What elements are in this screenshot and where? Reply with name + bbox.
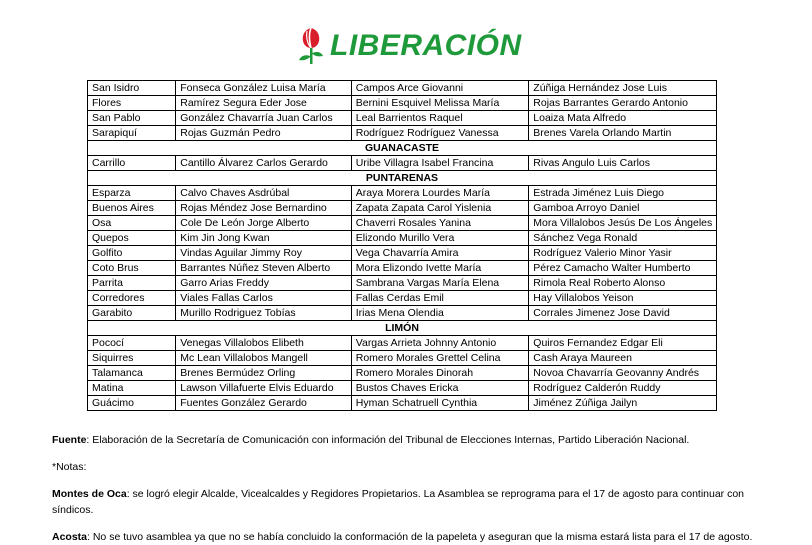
canton-cell: Golfito (88, 246, 176, 261)
alcalde-cell: Viales Fallas Carlos (176, 291, 352, 306)
vicealcalde-1-cell: Zapata Zapata Carol Yislenia (351, 201, 529, 216)
section-header-row (88, 141, 717, 156)
canton-cell: Sarapiquí (88, 126, 176, 141)
alcalde-cell: Garro Arias Freddy (176, 276, 352, 291)
section-title: GUANACASTE (88, 141, 717, 156)
vicealcalde-2-cell: Rodríguez Calderón Ruddy (529, 381, 717, 396)
canton-cell: Parrita (88, 276, 176, 291)
table-row (88, 96, 717, 111)
vicealcalde-2-cell: Zúñiga Hernández Jose Luis (529, 81, 717, 96)
vicealcalde-1-cell: Uribe Villagra Isabel Francina (351, 156, 529, 171)
alcalde-cell: Calvo Chaves Asdrúbal (176, 186, 352, 201)
alcalde-cell: Murillo Rodriguez Tobías (176, 306, 352, 321)
canton-cell: Coto Brus (88, 261, 176, 276)
table-row (88, 306, 717, 321)
alcalde-cell: Kim Jin Jong Kwan (176, 231, 352, 246)
table-row (88, 231, 717, 246)
notes-heading: *Notas: (52, 461, 87, 473)
vicealcalde-2-cell: Sánchez Vega Ronald (529, 231, 717, 246)
alcalde-cell: Rojas Guzmán Pedro (176, 126, 352, 141)
canton-cell: Garabito (88, 306, 176, 321)
table-row (88, 81, 717, 96)
canton-cell: Flores (88, 96, 176, 111)
acosta-note (52, 529, 772, 545)
canton-cell: Corredores (88, 291, 176, 306)
canton-cell: Esparza (88, 186, 176, 201)
vicealcalde-1-cell: Sambrana Vargas María Elena (351, 276, 529, 291)
table-row (88, 351, 717, 366)
table-row (88, 396, 717, 411)
vicealcalde-2-cell: Rodríguez Valerio Minor Yasir (529, 246, 717, 261)
alcalde-cell: Rojas Méndez Jose Bernardino (176, 201, 352, 216)
vicealcalde-1-cell: Romero Morales Dinorah (351, 366, 529, 381)
acosta-text: : No se tuvo asamblea ya que no se había concluido la conformación de la papeleta y aseguran que la misma estará lista para el 17 de agosto. (87, 531, 753, 543)
canton-cell: Quepos (88, 231, 176, 246)
vicealcalde-1-cell: Mora Elizondo Ivette María (351, 261, 529, 276)
table-row (88, 291, 717, 306)
alcalde-cell: Fuentes González Gerardo (176, 396, 352, 411)
table-row (88, 201, 717, 216)
vicealcalde-1-cell: Hyman Schatruell Cynthia (351, 396, 529, 411)
canton-cell: Siquirres (88, 351, 176, 366)
canton-cell: Talamanca (88, 366, 176, 381)
montes-de-oca-text: : se logró elegir Alcalde, Vicealcaldes y Regidores Propietarios. La Asamblea se reprograma para el 17 de agosto para continuar con síndicos. (52, 488, 745, 516)
table-row (88, 111, 717, 126)
canton-cell: Matina (88, 381, 176, 396)
vicealcalde-1-cell: Chaverri Rosales Yanina (351, 216, 529, 231)
alcalde-cell: Cole De León Jorge Alberto (176, 216, 352, 231)
alcalde-cell: Cantillo Álvarez Carlos Gerardo (176, 156, 352, 171)
table-row (88, 216, 717, 231)
vicealcalde-2-cell: Pérez Camacho Walter Humberto (529, 261, 717, 276)
candidates-table (87, 80, 717, 411)
vicealcalde-2-cell: Cash Araya Maureen (529, 351, 717, 366)
source-label: Fuente (52, 434, 87, 446)
alcalde-cell: Fonseca González Luisa María (176, 81, 352, 96)
table-row (88, 156, 717, 171)
canton-cell: Guácimo (88, 396, 176, 411)
canton-cell: San Pablo (88, 111, 176, 126)
table-row (88, 246, 717, 261)
vicealcalde-2-cell: Quiros Fernandez Edgar Eli (529, 336, 717, 351)
canton-cell: San Isidro (88, 81, 176, 96)
section-title: PUNTARENAS (88, 171, 717, 186)
section-header-row (88, 321, 717, 336)
montes-de-oca-label: Montes de Oca (52, 488, 127, 500)
canton-cell: Osa (88, 216, 176, 231)
vicealcalde-2-cell: Rojas Barrantes Gerardo Antonio (529, 96, 717, 111)
vicealcalde-2-cell: Hay Villalobos Yeison (529, 291, 717, 306)
vicealcalde-1-cell: Rodríguez Rodríguez Vanessa (351, 126, 529, 141)
alcalde-cell: Brenes Bermúdez Orling (176, 366, 352, 381)
source-text: : Elaboración de la Secretaría de Comunicación con información del Tribunal de Elecciones Internas, Partido Liberación Nacional. (86, 434, 690, 446)
party-logo (298, 24, 522, 68)
vicealcalde-1-cell: Vargas Arrieta Johnny Antonio (351, 336, 529, 351)
montes-de-oca-note (52, 486, 772, 518)
vicealcalde-2-cell: Mora Villalobos Jesús De Los Ángeles (529, 216, 717, 231)
rose-icon (298, 26, 324, 66)
section-header-row (88, 171, 717, 186)
vicealcalde-2-cell: Rivas Angulo Luis Carlos (529, 156, 717, 171)
vicealcalde-1-cell: Campos Arce Giovanni (351, 81, 529, 96)
alcalde-cell: Barrantes Núñez Steven Alberto (176, 261, 352, 276)
logo-wordmark: LIBERACIÓN (330, 29, 522, 62)
vicealcalde-1-cell: Bustos Chaves Ericka (351, 381, 529, 396)
alcalde-cell: Mc Lean Villalobos Mangell (176, 351, 352, 366)
section-title: LIMÓN (88, 321, 717, 336)
notes-section (52, 432, 772, 545)
vicealcalde-1-cell: Leal Barrientos Raquel (351, 111, 529, 126)
vicealcalde-2-cell: Novoa Chavarría Geovanny Andrés (529, 366, 717, 381)
vicealcalde-1-cell: Irias Mena Olendia (351, 306, 529, 321)
vicealcalde-1-cell: Bernini Esquivel Melissa María (351, 96, 529, 111)
vicealcalde-2-cell: Jiménez Zúñiga Jailyn (529, 396, 717, 411)
alcalde-cell: Vindas Aguilar Jimmy Roy (176, 246, 352, 261)
table-row (88, 336, 717, 351)
vicealcalde-2-cell: Rimola Real Roberto Alonso (529, 276, 717, 291)
table-row (88, 186, 717, 201)
vicealcalde-2-cell: Brenes Varela Orlando Martin (529, 126, 717, 141)
acosta-label: Acosta (52, 531, 88, 543)
vicealcalde-1-cell: Vega Chavarría Amira (351, 246, 529, 261)
vicealcalde-1-cell: Fallas Cerdas Emil (351, 291, 529, 306)
table-row (88, 366, 717, 381)
table-row (88, 276, 717, 291)
vicealcalde-2-cell: Loaiza Mata Alfredo (529, 111, 717, 126)
canton-cell: Pococí (88, 336, 176, 351)
table-row (88, 261, 717, 276)
vicealcalde-2-cell: Corrales Jimenez Jose David (529, 306, 717, 321)
table-row (88, 126, 717, 141)
canton-cell: Carrillo (88, 156, 176, 171)
table-row (88, 381, 717, 396)
alcalde-cell: Lawson Villafuerte Elvis Eduardo (176, 381, 352, 396)
canton-cell: Buenos Aires (88, 201, 176, 216)
source-note (52, 432, 772, 448)
alcalde-cell: Venegas Villalobos Elibeth (176, 336, 352, 351)
vicealcalde-1-cell: Elizondo Murillo Vera (351, 231, 529, 246)
vicealcalde-1-cell: Romero Morales Grettel Celina (351, 351, 529, 366)
vicealcalde-1-cell: Araya Morera Lourdes María (351, 186, 529, 201)
vicealcalde-2-cell: Estrada Jiménez Luis Diego (529, 186, 717, 201)
alcalde-cell: González Chavarría Juan Carlos (176, 111, 352, 126)
vicealcalde-2-cell: Gamboa Arroyo Daniel (529, 201, 717, 216)
alcalde-cell: Ramírez Segura Eder Jose (176, 96, 352, 111)
